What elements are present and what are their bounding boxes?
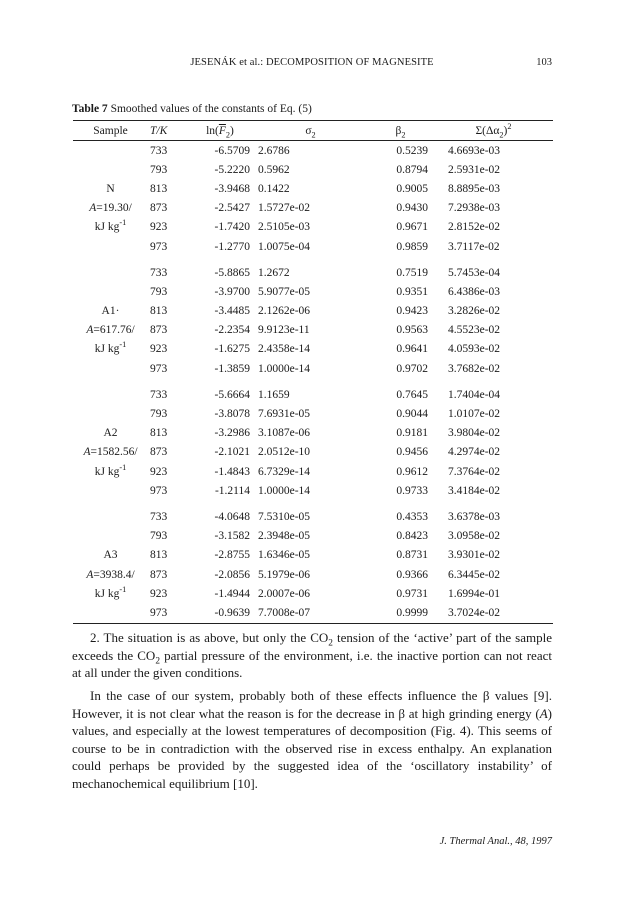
cell-temperature: 923	[150, 465, 168, 478]
cell-sample	[73, 584, 148, 603]
cell-beta: 0.9366	[396, 568, 428, 581]
cell-temperature: 923	[150, 343, 168, 356]
cell-beta: 0.9999	[367, 603, 434, 623]
cell-sum: 4.0593e-02	[448, 343, 501, 356]
cell-sum: 3.7117e-02	[448, 240, 500, 253]
running-title: JESENÁK et al.: DECOMPOSITION OF MAGNESITE	[190, 57, 434, 68]
cell-sigma: 7.6931e-05	[258, 408, 311, 421]
cell-sample	[73, 237, 148, 256]
cell-ln-f: -5.6664	[214, 388, 250, 401]
cell-sample	[73, 321, 148, 340]
header-sample: Sample	[73, 121, 148, 141]
cell-sum: 3.0958e-02	[448, 530, 501, 543]
table-label: Table 7	[72, 103, 108, 115]
page-number: 103	[536, 57, 552, 68]
cell-sample	[73, 179, 148, 198]
cell-sum: 2.8152e-02	[448, 221, 501, 234]
cell-sigma: 7.5310e-05	[258, 510, 311, 523]
cell-sigma: 2.0007e-06	[258, 587, 311, 600]
cell-sample	[73, 507, 148, 526]
cell-sum: 1.7404e-04	[448, 388, 501, 401]
table-row	[73, 565, 553, 584]
cell-sum: 8.8895e-03	[448, 182, 501, 195]
cell-sigma: 5.1979e-06	[258, 568, 311, 581]
cell-ln-f: -3.8078	[214, 408, 250, 421]
cell-sigma: 3.1087e-06	[258, 427, 311, 440]
cell-temperature: 793	[150, 163, 168, 176]
table-row	[73, 282, 553, 301]
sample-energy-unit: kJ $kg^{-1}$	[94, 218, 127, 234]
header-beta: $\beta_2$	[367, 121, 434, 141]
cell-beta: 0.8794	[396, 163, 428, 176]
cell-ln-f: -1.3859	[214, 362, 250, 375]
cell-ln-f: -2.0856	[214, 568, 250, 581]
cell-sum: 6.3445e-02	[448, 568, 501, 581]
cell-beta: 0.9430	[396, 202, 428, 215]
cell-temperature: 873	[150, 202, 168, 215]
cell-sigma: 7.7008e-07	[254, 603, 367, 623]
table-row	[73, 584, 553, 603]
cell-beta: 0.4353	[396, 510, 428, 523]
cell-sample	[73, 302, 148, 321]
cell-sigma: 2.0512e-10	[258, 446, 311, 459]
sample-energy-unit: kJ $kg^{-1}$	[94, 340, 127, 356]
cell-ln-f: -1.4843	[214, 465, 250, 478]
table-row	[73, 507, 553, 526]
table-row	[73, 424, 553, 443]
cell-ln-f: -3.1582	[214, 530, 250, 543]
table-row	[73, 385, 553, 404]
cell-sum: 3.7024e-02	[434, 603, 553, 623]
cell-sum: 3.7682e-02	[448, 362, 501, 375]
cell-sigma: 2.5105e-03	[258, 221, 311, 234]
group-spacer	[73, 256, 553, 263]
cell-temperature: 793	[150, 530, 168, 543]
cell-ln-f: -3.9468	[214, 182, 250, 195]
table-row	[73, 340, 553, 359]
sample-name: N	[106, 182, 115, 195]
cell-sum: 4.6693e-03	[448, 144, 501, 157]
table-caption	[72, 103, 312, 115]
sample-energy: A=617.76/	[86, 324, 135, 337]
cell-sum: 1.0107e-02	[448, 408, 501, 421]
cell-ln-f: -5.8865	[214, 266, 250, 279]
cell-sigma: 9.9123e-11	[258, 324, 310, 337]
table-header-row	[73, 121, 553, 141]
cell-temperature: 973	[148, 603, 186, 623]
cell-temperature: 973	[150, 240, 168, 253]
cell-ln-f: -1.2770	[214, 240, 250, 253]
sample-energy: A=1582.56/	[83, 446, 138, 459]
cell-sample	[73, 199, 148, 218]
cell-sample	[73, 603, 148, 623]
constants-table	[73, 120, 553, 624]
journal-footer: J. Thermal Anal., 48, 1997	[439, 836, 552, 847]
cell-temperature: 793	[150, 408, 168, 421]
table-row	[73, 302, 553, 321]
cell-ln-f: -1.7420	[214, 221, 250, 234]
cell-sample	[73, 565, 148, 584]
table-row	[73, 141, 553, 161]
cell-sum: 3.4184e-02	[448, 484, 501, 497]
group-spacer	[73, 500, 553, 507]
cell-beta: 0.9456	[396, 446, 428, 459]
cell-temperature: 733	[150, 144, 168, 157]
cell-sigma: 1.0000e-14	[258, 362, 311, 375]
cell-beta: 0.9612	[396, 465, 428, 478]
sample-name: A1·	[101, 305, 120, 318]
cell-beta: 0.7645	[396, 388, 428, 401]
cell-sigma: 1.2672	[258, 266, 290, 279]
header-temperature: T/K	[148, 121, 186, 141]
sample-energy-unit: kJ $kg^{-1}$	[94, 462, 127, 478]
cell-sample	[73, 160, 148, 179]
table-row	[73, 263, 553, 282]
cell-temperature: 733	[150, 266, 168, 279]
cell-temperature: 873	[150, 568, 168, 581]
cell-temperature: 733	[150, 388, 168, 401]
cell-temperature: 813	[150, 305, 168, 318]
cell-temperature: 973	[150, 484, 168, 497]
cell-sigma: 5.9077e-05	[258, 285, 311, 298]
cell-sample	[73, 443, 148, 462]
cell-sample	[73, 218, 148, 237]
cell-sample	[73, 141, 148, 161]
cell-ln-f: -3.4485	[214, 305, 250, 318]
cell-sigma: 0.1422	[258, 182, 290, 195]
cell-sigma: 6.7329e-14	[258, 465, 311, 478]
cell-beta: 0.9733	[396, 484, 428, 497]
cell-sample	[73, 263, 148, 282]
sample-name: A2	[103, 427, 118, 440]
cell-beta: 0.8731	[396, 549, 428, 562]
cell-beta: 0.8423	[396, 530, 428, 543]
cell-sample	[73, 385, 148, 404]
cell-sigma: 0.5962	[258, 163, 290, 176]
cell-sample	[73, 424, 148, 443]
table-row	[73, 199, 553, 218]
table-row	[73, 218, 553, 237]
cell-temperature: 733	[150, 510, 168, 523]
table-row	[73, 237, 553, 256]
cell-sample	[73, 481, 148, 500]
cell-beta: 0.9731	[396, 587, 428, 600]
cell-sum: 6.4386e-03	[448, 285, 501, 298]
cell-sum: 1.6994e-01	[448, 587, 501, 600]
table-row	[73, 462, 553, 481]
cell-beta: 0.9859	[396, 240, 428, 253]
table-row	[73, 359, 553, 378]
cell-sigma: 1.6346e-05	[258, 549, 311, 562]
cell-sample	[73, 546, 148, 565]
cell-temperature: 813	[150, 427, 168, 440]
cell-ln-f: -2.1021	[214, 446, 250, 459]
cell-sample	[73, 527, 148, 546]
cell-beta: 0.9702	[396, 362, 428, 375]
cell-temperature: 923	[150, 221, 168, 234]
cell-sigma: 1.0000e-14	[258, 484, 311, 497]
cell-sum: 4.5523e-02	[448, 324, 501, 337]
cell-sigma: 1.0075e-04	[258, 240, 311, 253]
sample-energy-unit: kJ $kg^{-1}$	[94, 584, 127, 600]
cell-sum: 2.5931e-02	[448, 163, 501, 176]
cell-beta: 0.5239	[396, 144, 428, 157]
sample-energy: A=19.30/	[89, 202, 132, 215]
cell-beta: 0.9423	[396, 305, 428, 318]
table-row	[73, 603, 553, 623]
cell-temperature: 923	[150, 587, 168, 600]
cell-temperature: 873	[150, 324, 168, 337]
cell-ln-f: -1.2114	[214, 484, 250, 497]
cell-ln-f: -2.5427	[214, 202, 250, 215]
cell-sample	[73, 282, 148, 301]
cell-temperature: 813	[150, 182, 168, 195]
cell-sum: 3.9804e-02	[448, 427, 501, 440]
table-row	[73, 321, 553, 340]
cell-sample	[73, 404, 148, 423]
cell-sigma: 2.3948e-05	[258, 530, 311, 543]
cell-sample	[73, 462, 148, 481]
table-row	[73, 527, 553, 546]
cell-temperature: 873	[150, 446, 168, 459]
cell-ln-f: -0.9639	[186, 603, 254, 623]
cell-sum: 7.2938e-03	[448, 202, 501, 215]
cell-ln-f: -1.4944	[214, 587, 250, 600]
cell-ln-f: -2.2354	[214, 324, 250, 337]
cell-beta: 0.9044	[396, 408, 428, 421]
cell-sum: 3.6378e-03	[448, 510, 501, 523]
cell-beta: 0.9005	[396, 182, 428, 195]
cell-sigma: 2.4358e-14	[258, 343, 311, 356]
cell-ln-f: -2.8755	[214, 549, 250, 562]
cell-temperature: 793	[150, 285, 168, 298]
group-spacer	[73, 378, 553, 385]
cell-temperature: 813	[150, 549, 168, 562]
table-row	[73, 179, 553, 198]
cell-sigma: 2.1262e-06	[258, 305, 311, 318]
cell-ln-f: -3.2986	[214, 427, 250, 440]
cell-temperature: 973	[150, 362, 168, 375]
cell-ln-f: -1.6275	[214, 343, 250, 356]
table-row	[73, 404, 553, 423]
cell-sigma: 2.6786	[258, 144, 290, 157]
paragraph-situation-2: 2. The situation is as above, but only the $CO_2$ tension of the ‘active’ part of the sample exceeds the $CO_2$ partial pressure of the environment, i.e. the inactive portion can not react at all under the given conditions.	[72, 630, 552, 680]
paragraph-discussion: In the case of our system, probably both of these effects influence the β values [9]. However, it is not clear what the reason is for the decrease in β at high grinding energy (A) values, and especially at the lowest temperatures of decomposition (Fig. 4). This seems of course to be in contradiction with the observed rise in excess enthalpy. An explanation could perhaps be provided by the suggested idea of the ‘oscillatory instability’ of mechanochemical equilibrium [10].	[72, 688, 552, 791]
cell-sample	[73, 340, 148, 359]
table-caption-text: Smoothed values of the constants of Eq. (5)	[107, 103, 312, 115]
sample-name: A3	[103, 549, 118, 562]
cell-sum: 4.2974e-02	[448, 446, 501, 459]
cell-ln-f: -4.0648	[214, 510, 250, 523]
cell-beta: 0.9563	[396, 324, 428, 337]
cell-ln-f: -6.5709	[214, 144, 250, 157]
table-row	[73, 160, 553, 179]
cell-sum: 7.3764e-02	[448, 465, 501, 478]
cell-sample	[73, 359, 148, 378]
cell-ln-f: -3.9700	[214, 285, 250, 298]
table-row	[73, 546, 553, 565]
cell-ln-f: -5.2220	[214, 163, 250, 176]
cell-sigma: 1.5727e-02	[258, 202, 311, 215]
cell-sum: 3.2826e-02	[448, 305, 501, 318]
cell-beta: 0.9181	[396, 427, 428, 440]
cell-beta: 0.9671	[396, 221, 428, 234]
table-row	[73, 443, 553, 462]
header-sum-delta-alpha: $\Sigma(\Delta\alpha_2)^2$	[434, 121, 553, 141]
cell-beta: 0.9641	[396, 343, 428, 356]
cell-sum: 5.7453e-04	[448, 266, 501, 279]
header-sigma: $\sigma_2$	[254, 121, 367, 141]
cell-sum: 3.9301e-02	[448, 549, 501, 562]
table-row	[73, 481, 553, 500]
cell-sigma: 1.1659	[258, 388, 290, 401]
header-ln-f: $\ln(\overline{F}_2)$	[186, 121, 254, 141]
sample-energy: A=3938.4/	[86, 568, 135, 581]
running-header	[72, 57, 552, 73]
cell-beta: 0.9351	[396, 285, 428, 298]
cell-beta: 0.7519	[396, 266, 428, 279]
